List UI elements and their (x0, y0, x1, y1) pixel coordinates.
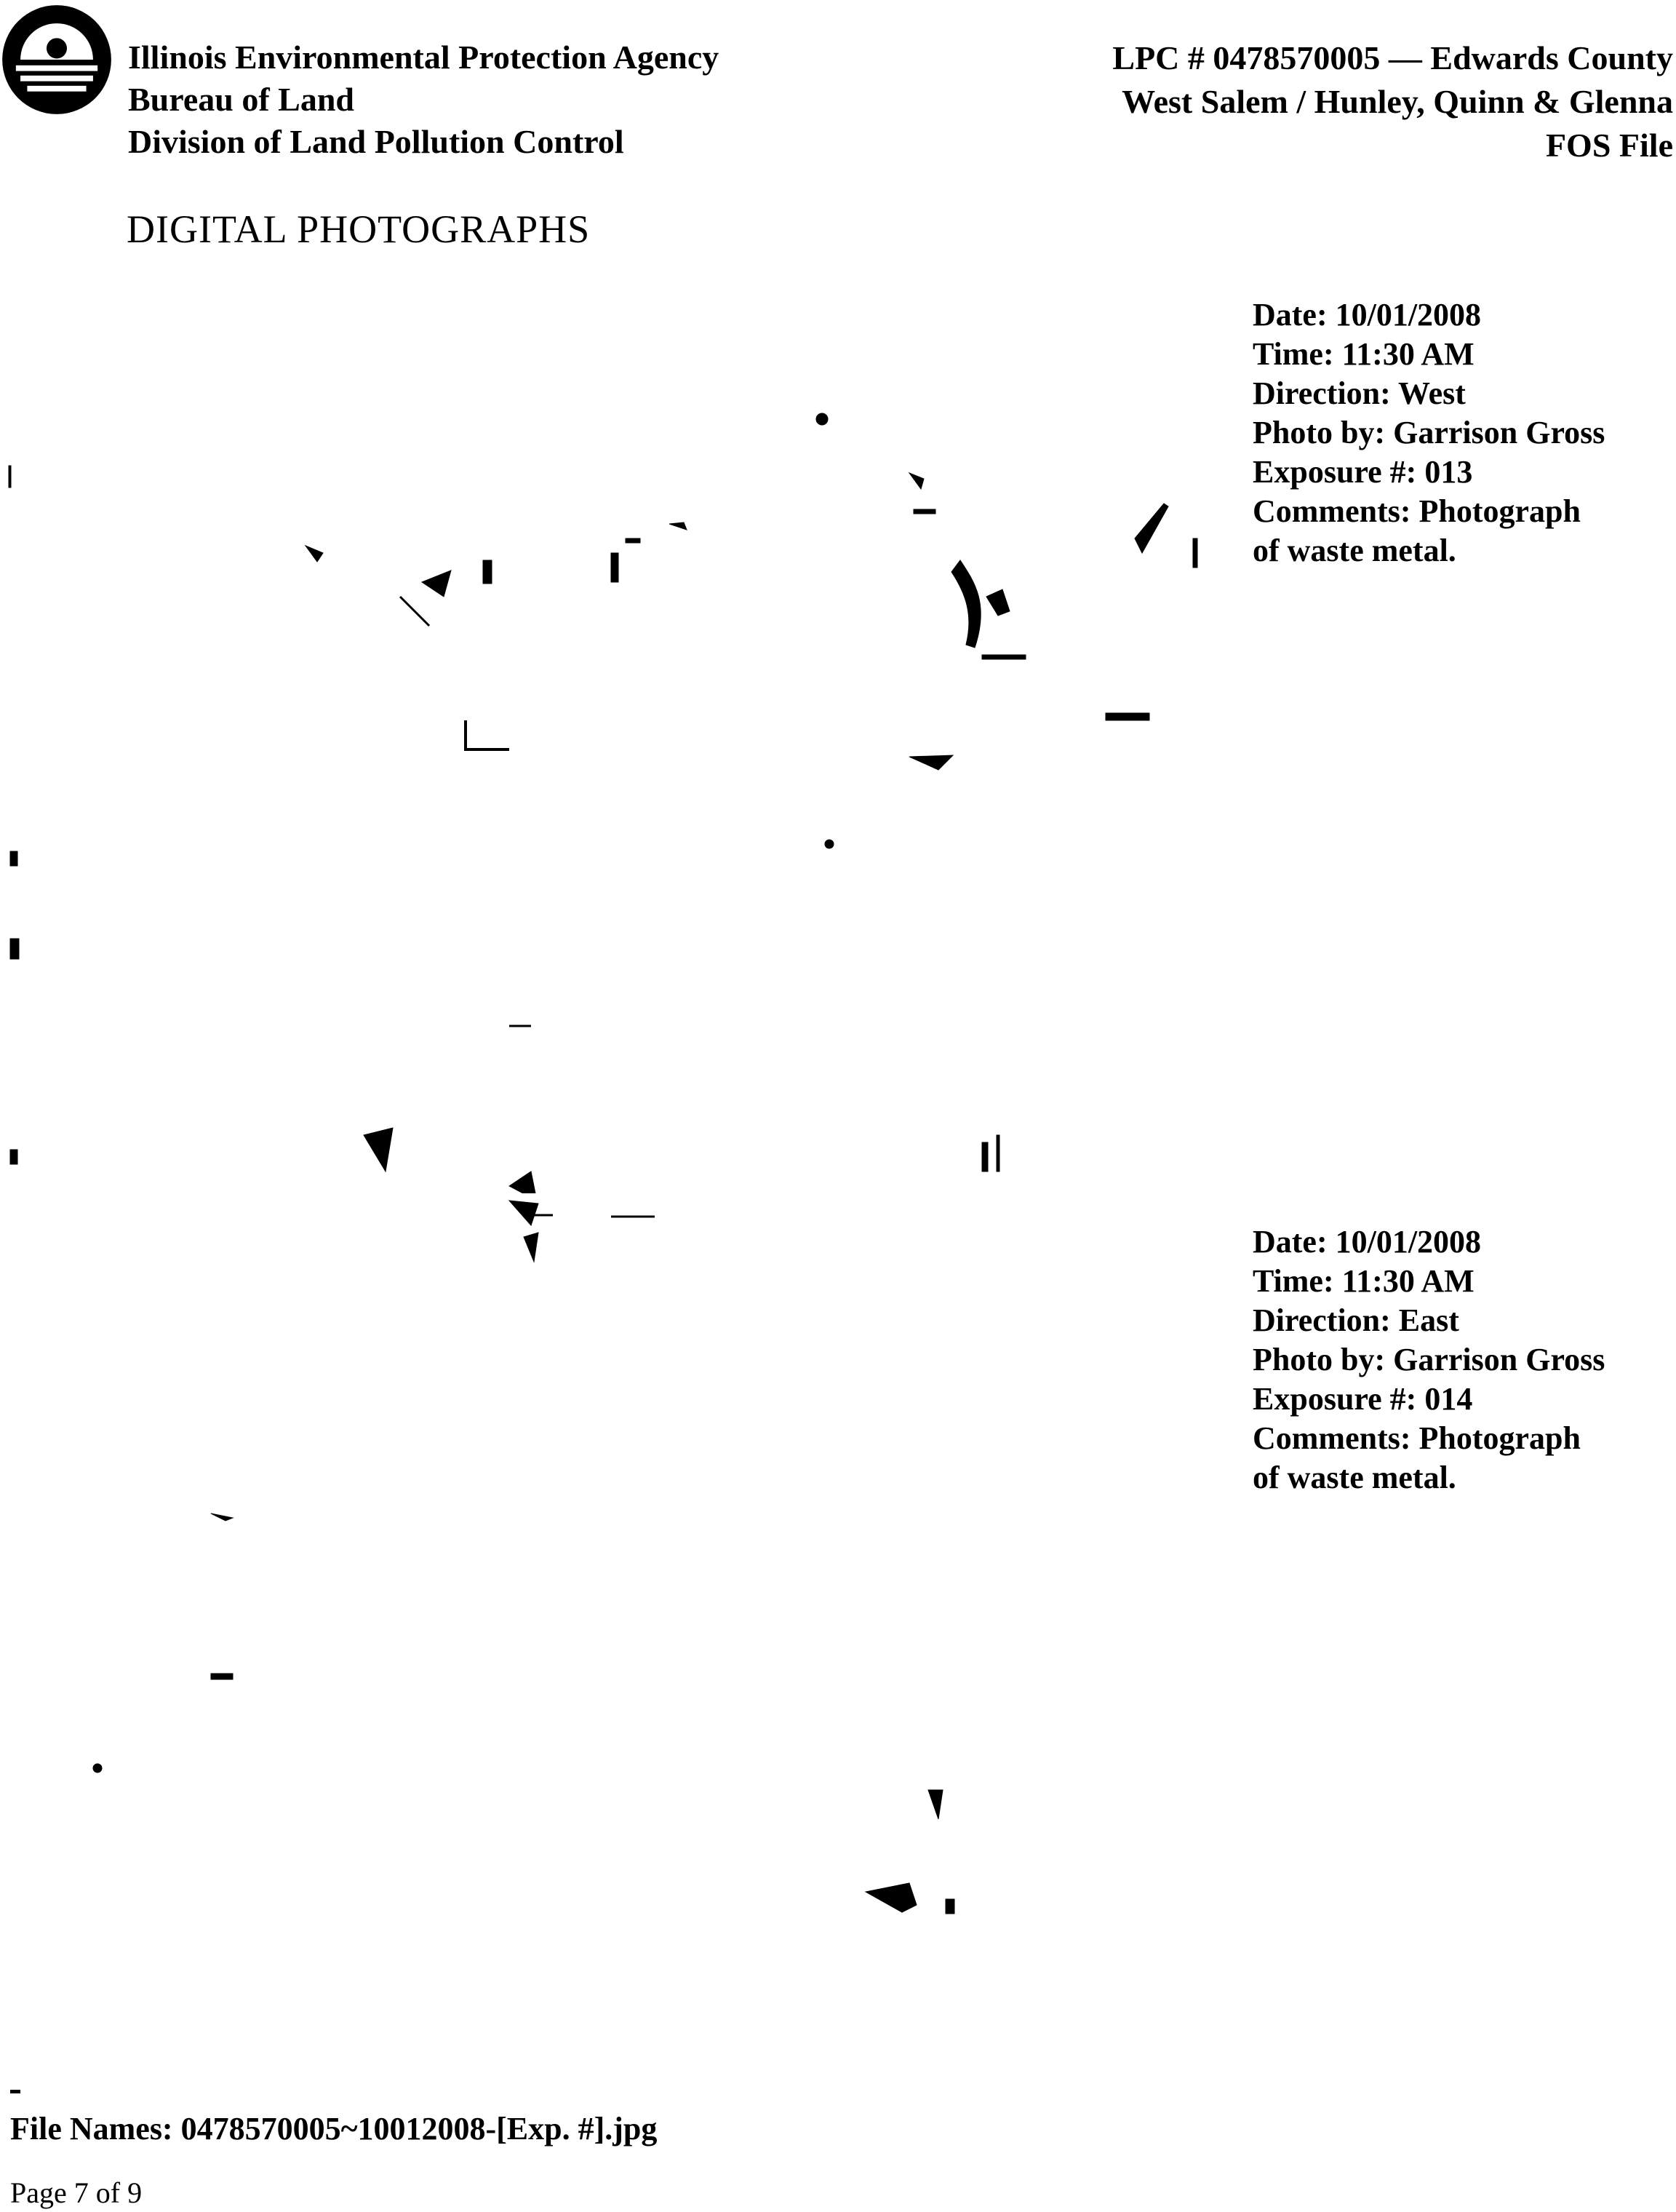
site-block (1112, 36, 1673, 167)
photo-1-comments: Comments: Photograph (1253, 493, 1581, 529)
photo-2-time: Time: 11:30 AM (1253, 1263, 1475, 1299)
division-name: Division of Land Pollution Control (128, 123, 624, 160)
photo-1-metadata (1253, 295, 1605, 570)
photo-2-metadata (1253, 1222, 1605, 1497)
photo-1-photographer: Photo by: Garrison Gross (1253, 415, 1605, 450)
photo-1-date: Date: 10/01/2008 (1253, 297, 1482, 333)
footer-dash (10, 2090, 20, 2093)
photo-1-time: Time: 11:30 AM (1253, 336, 1475, 372)
photo-2-direction: Direction: East (1253, 1302, 1459, 1338)
photo-2 (0, 1193, 1229, 2052)
photo-1 (0, 291, 1229, 1193)
photo-2-exposure: Exposure #: 014 (1253, 1381, 1473, 1417)
site-name: West Salem / Hunley, Quinn & Glenna (1122, 83, 1673, 120)
file-type: FOS File (1545, 127, 1673, 164)
photo-1-exposure: Exposure #: 013 (1253, 454, 1473, 490)
photo-1-direction: Direction: West (1253, 375, 1466, 411)
photo-2-comments-cont: of waste metal. (1253, 1460, 1456, 1495)
agency-block (128, 36, 719, 163)
photo-2-date: Date: 10/01/2008 (1253, 1224, 1482, 1260)
page-number: Page 7 of 9 (10, 2176, 143, 2209)
photo-2-photographer: Photo by: Garrison Gross (1253, 1342, 1605, 1377)
illinois-epa-logo-icon (0, 3, 113, 116)
lpc-number: LPC # 0478570005 — Edwards County (1112, 39, 1673, 76)
file-names: File Names: 0478570005~10012008-[Exp. #].jpg (10, 2111, 658, 2147)
page-title: DIGITAL PHOTOGRAPHS (127, 207, 591, 251)
agency-name: Illinois Environmental Protection Agency (128, 39, 719, 76)
bureau-name: Bureau of Land (128, 81, 355, 118)
photo-2-comments: Comments: Photograph (1253, 1420, 1581, 1456)
photo-1-comments-cont: of waste metal. (1253, 533, 1456, 568)
